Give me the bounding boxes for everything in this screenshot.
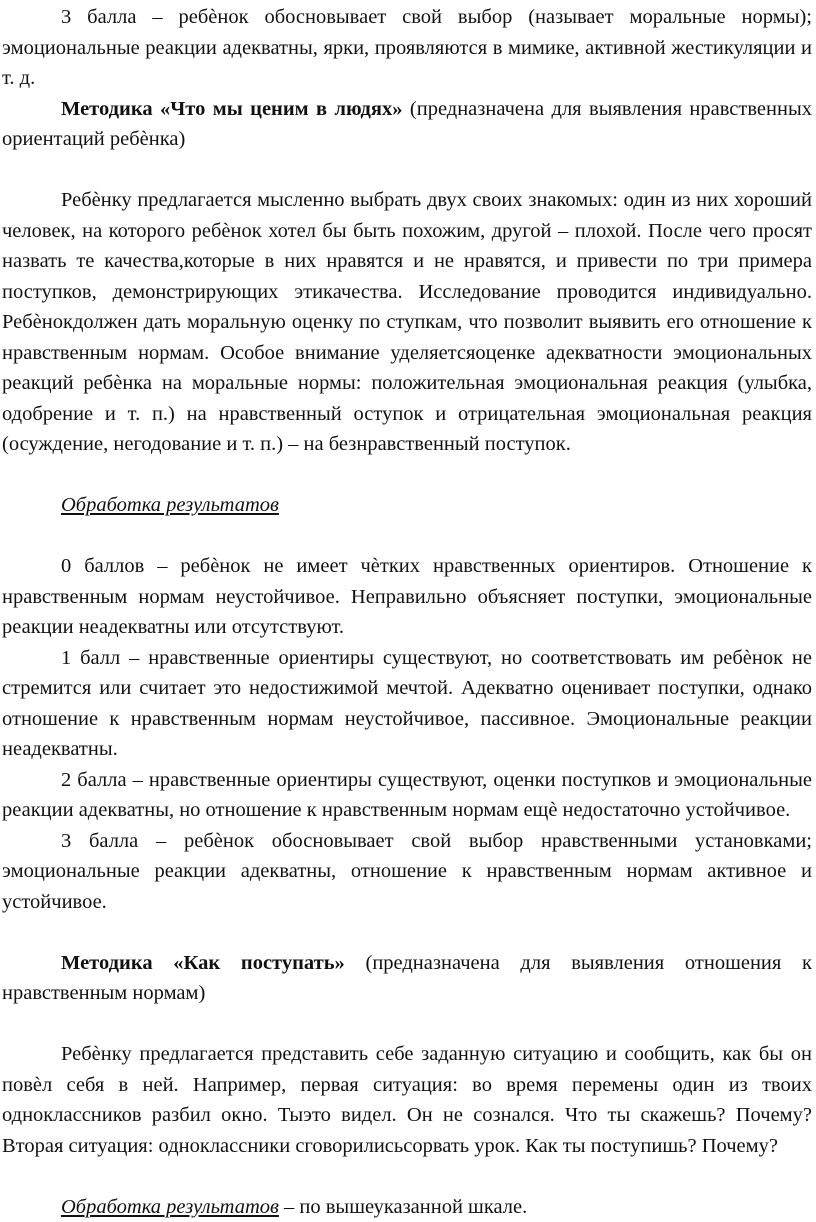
paragraph-score-3: 3 балла – ребѐнок обосновывает свой выбор нравственными установками; эмоциональные реакции адекватны, отношение к нравственным нормам активное и устойчивое. <box>2 826 812 918</box>
heading-results-processing <box>2 490 812 521</box>
blank-line <box>2 521 812 552</box>
method-title-what-we-value: Методика «Что мы ценим в людях» <box>61 98 402 120</box>
paragraph-score-0: 0 баллов – ребѐнок не имеет чѐтких нравственных ориентиров. Отношение к нравственным нормам неустойчивое. Неправильно объясняет поступки, эмоциональные реакции неадекватны или отсутствуют. <box>2 551 812 643</box>
blank-line <box>2 460 812 491</box>
blank-line <box>2 1161 812 1192</box>
paragraph-score-1: 1 балл – нравственные ориентиры существуют, но соответствовать им ребѐнок не стремится или считает это недостижимой мечтой. Адекватно оценивает поступки, однако отношение к нравственным нормам неустойчивое, пассивное. Эмоциональные реакции неадекватны. <box>2 643 812 765</box>
paragraph-score-3-intro: 3 балла – ребѐнок обосновывает свой выбор (называет моральные нормы); эмоциональные реакции адекватны, ярки, проявляются в мимике, активной жестикуляции и т. д. <box>2 2 812 94</box>
paragraph-score-2: 2 балла – нравственные ориентиры существуют, оценки поступков и эмоциональные реакции адекватны, но отношение к нравственным нормам ещѐ недостаточно устойчивое. <box>2 765 812 826</box>
results-processing-label-2: Обработка результатов <box>61 1196 279 1218</box>
blank-line <box>2 917 812 948</box>
paragraph-method-description: Ребѐнку предлагается мысленно выбрать двух своих знакомых: один из них хороший человек, на которого ребѐнок хотел бы быть похожим, другой – плохой. После чего просят назвать те качества,которые в них нравятся и не нравятся, и привести по три примера поступков, демонстрирующих этикачества. Исследование проводится индивидуально. Ребѐнокдолжен дать моральную оценку по ступкам, что позволит выявить его отношение к нравственным нормам. Особое внимание уделяетсяоценке адекватности эмоциональных реакций ребѐнка на моральные нормы: положительная эмоциональная реакция (улыбка, одобрение и т. п.) на нравственный оступок и отрицательная эмоциональная реакция (осуждение, негодование и т. п.) – на безнравственный поступок. <box>2 185 812 460</box>
method-purpose-how-to-act: (предназначена для выявления отношения к нравственным нормам) <box>2 952 812 1005</box>
blank-line <box>2 1009 812 1040</box>
paragraph-situation-description: Ребѐнку предлагается представить себе заданную ситуацию и сообщить, как бы он повѐл себя в ней. Например, первая ситуация: во время перемены один из твоих одноклассников разбил окно. Тыэто видел. Он не сознался. Что ты скажешь? Почему? Вторая ситуация: одноклассники сговорилисьсорвать урок. Как ты поступишь? Почему? <box>2 1039 812 1161</box>
results-reference-text: – по вышеуказанной шкале. <box>279 1196 527 1218</box>
paragraph-results-reference <box>2 1192 812 1222</box>
method-title-how-to-act: Методика «Как поступать» <box>61 952 345 974</box>
paragraph-method-how-to-act <box>2 948 812 1009</box>
paragraph-method-what-we-value <box>2 94 812 155</box>
blank-line <box>2 155 812 186</box>
method-purpose-what-we-value: (предназначена для выявления нравственных ориентаций ребѐнка) <box>2 98 812 151</box>
results-processing-label: Обработка результатов <box>61 494 279 516</box>
